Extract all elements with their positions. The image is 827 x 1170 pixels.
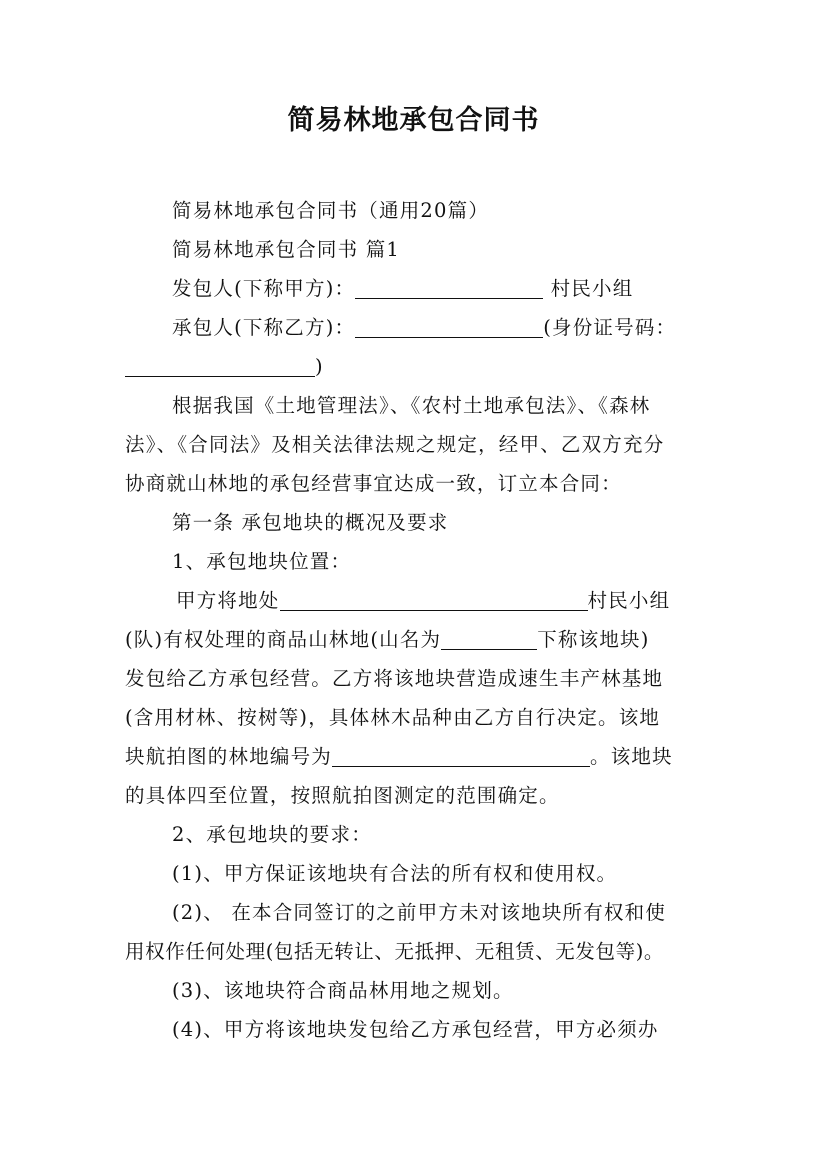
paragraph-line [176, 585, 670, 617]
subtitle-line: 简易林地承包合同书（通用20篇） [172, 199, 490, 222]
plot-number-label: 块航拍图的林地编号为 [125, 745, 333, 768]
article-heading: 第一条 承包地块的概况及要求 [172, 511, 449, 534]
blank-underline [280, 588, 588, 611]
section-heading: 简易林地承包合同书 篇1 [172, 238, 401, 261]
party-b-label: 承包人(下称乙方)： [172, 316, 356, 339]
blank-underline [355, 315, 543, 338]
plot-suffix: 。该地块 [590, 745, 673, 768]
paragraph-line: 法》、《合同法》及相关法律法规之规定，经甲、乙双方充分 [125, 433, 665, 456]
id-number-label: (身份证号码： [543, 316, 677, 339]
paragraph-line: (4)、甲方将该地块发包给乙方承包经营，甲方必须办 [172, 1018, 659, 1041]
paragraph-line [125, 741, 673, 773]
paragraph-line: (3)、该地块符合商品林用地之规划。 [172, 979, 514, 1002]
paragraph-line: (1)、甲方保证该地块有合法的所有权和使用权。 [172, 862, 618, 885]
paragraph-line: 用权作任何处理(包括无转让、无抵押、无租赁、无发包等)。 [125, 940, 665, 963]
blank-underline [441, 627, 537, 650]
paragraph-line: 的具体四至位置，按照航拍图测定的范围确定。 [125, 784, 560, 807]
blank-underline [125, 354, 315, 377]
paragraph-line: 协商就山林地的承包经营事宜达成一致，订立本合同： [125, 472, 622, 495]
village-group-label: 村民小组 [587, 589, 671, 612]
paragraph-line: (含用材林、按树等)，具体林木品种由乙方自行决定。该地 [125, 706, 661, 729]
plot-label: 下称该地块) [537, 628, 650, 651]
location-label: 甲方将地处 [176, 589, 280, 612]
paragraph-line: 发包给乙方承包经营。乙方将该地块营造成速生丰产林基地 [125, 667, 664, 690]
document-title: 简易林地承包合同书 [287, 105, 540, 136]
clause-heading: 2、承包地块的要求： [172, 823, 372, 846]
closing-paren: ) [315, 355, 324, 378]
paragraph-line: (2)、 在本合同签订的之前甲方未对该地块所有权和使 [172, 901, 667, 924]
party-b-line [172, 312, 676, 344]
blank-underline [332, 744, 590, 767]
blank-underline [355, 276, 543, 299]
paragraph-line [125, 624, 650, 656]
party-a-line [172, 273, 633, 305]
party-a-suffix: 村民小组 [543, 277, 634, 300]
id-number-line [125, 351, 324, 383]
clause-heading: 1、承包地块位置： [172, 550, 352, 573]
paragraph-line: 根据我国《土地管理法》、《农村土地承包法》、《森林 [172, 394, 651, 417]
party-a-label: 发包人(下称甲方)： [172, 277, 356, 300]
mountain-name-label: (队)有权处理的商品山林地(山名为 [125, 628, 442, 651]
